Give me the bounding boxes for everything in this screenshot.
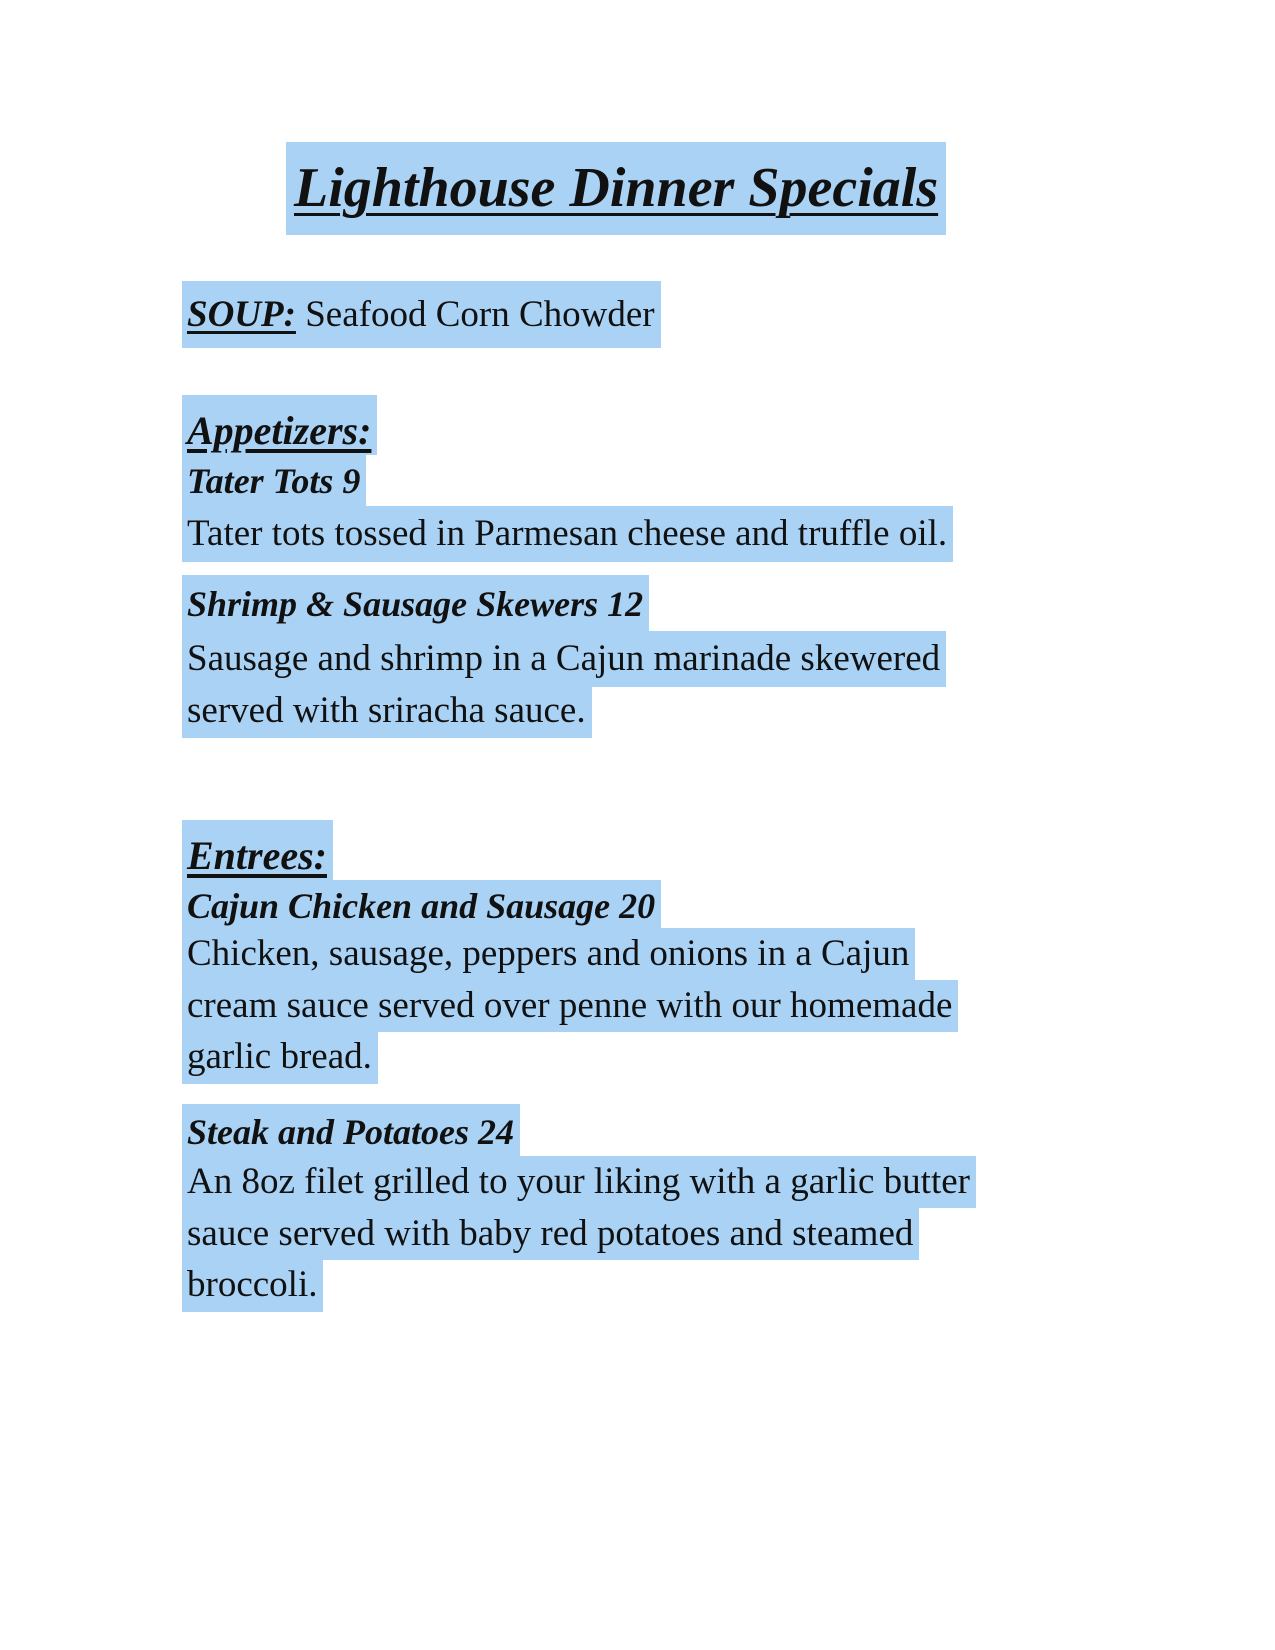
soup-name: Seafood Corn Chowder <box>305 294 655 335</box>
entree-item-name: Cajun Chicken and Sausage 20 <box>182 880 661 928</box>
entree-item-description: sauce served with baby red potatoes and steamed <box>182 1208 919 1260</box>
appetizer-item-description: Tater tots tossed in Parmesan cheese and truffle oil. <box>182 506 953 562</box>
menu-title: Lighthouse Dinner Specials <box>286 142 946 235</box>
appetizer-item-description: served with sriracha sauce. <box>182 687 592 738</box>
entree-item-description: An 8oz filet grilled to your liking with a garlic butter <box>182 1156 976 1208</box>
entree-item-description: garlic bread. <box>182 1032 378 1084</box>
entrees-heading: Entrees: <box>182 820 333 880</box>
entree-item-description: cream sauce served over penne with our homemade <box>182 980 958 1032</box>
entree-item-description: broccoli. <box>182 1260 323 1312</box>
appetizer-item-name: Tater Tots 9 <box>182 455 366 506</box>
entree-item-name: Steak and Potatoes 24 <box>182 1104 520 1156</box>
entree-item-description: Chicken, sausage, peppers and onions in a Cajun <box>182 928 915 980</box>
appetizer-item-description: Sausage and shrimp in a Cajun marinade skewered <box>182 631 946 687</box>
soup-line <box>182 281 661 348</box>
appetizer-item-name: Shrimp & Sausage Skewers 12 <box>182 575 649 631</box>
soup-label: SOUP: <box>187 294 296 335</box>
appetizers-heading: Appetizers: <box>182 395 377 455</box>
